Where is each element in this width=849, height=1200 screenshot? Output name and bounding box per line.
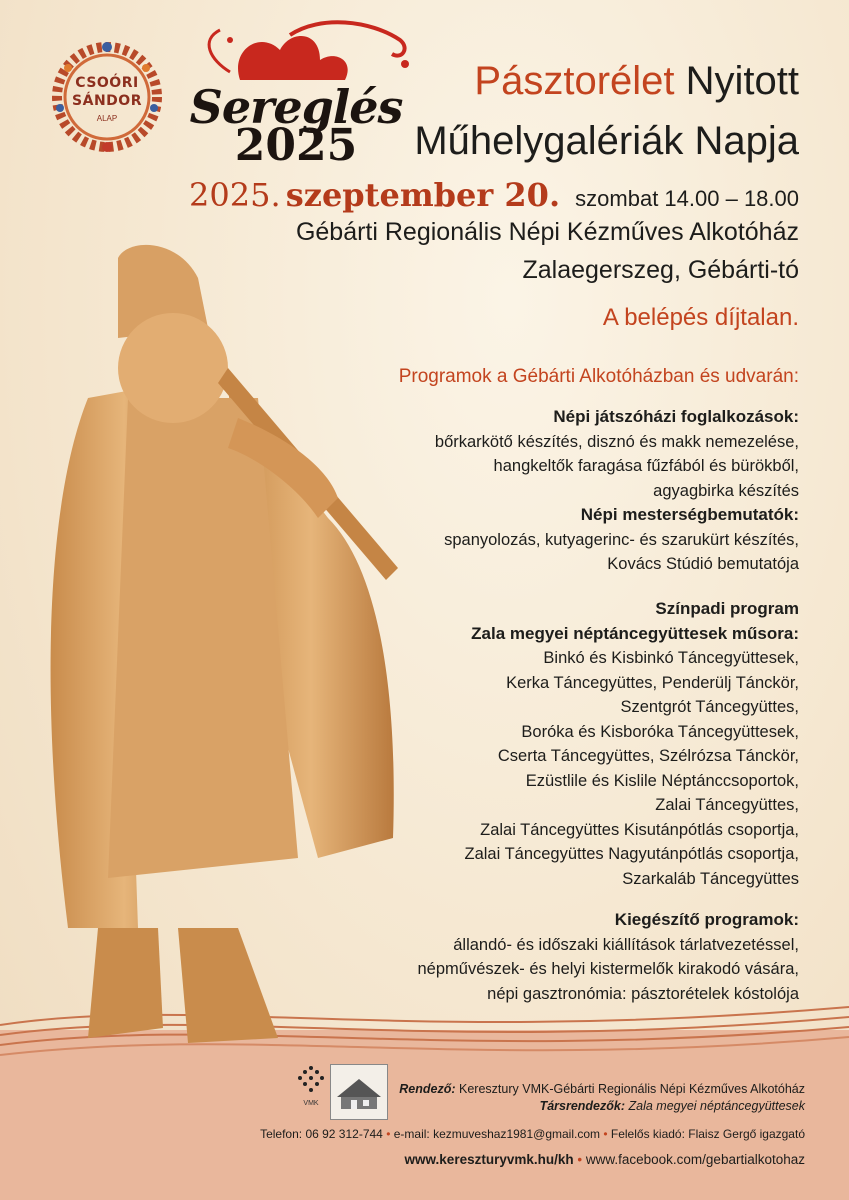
section-line: spanyolozás, kutyagerinc- és szarukürt készítés, (444, 530, 799, 549)
free-entry-note: A belépés díjtalan. (602, 304, 799, 331)
program-section-stage (465, 597, 799, 891)
logo-text-line1: CSOÓRI (75, 75, 139, 91)
program-section-extra (418, 908, 800, 1006)
alkotohaz-logo (330, 1064, 388, 1120)
facebook-link[interactable]: www.facebook.com/gebartialkotohaz (585, 1152, 805, 1167)
event-time: szombat 14.00 – 18.00 (575, 186, 799, 211)
section-subtitle: Zala megyei néptáncegyüttesek műsora: (471, 623, 799, 643)
email-link[interactable]: e-mail: kezmuveshaz1981@gmail.com (393, 1127, 600, 1141)
website-link[interactable]: www.kereszturyvmk.hu/kh (404, 1152, 574, 1167)
logo-event-year: 2025 (234, 120, 358, 171)
program-heading: Programok a Gébárti Alkotóházban és udvarán: (398, 366, 799, 387)
logo-event-word: Sereglés (189, 80, 403, 134)
section-line: Szarkaláb Táncegyüttes (622, 869, 799, 888)
co-organizer: Zala megyei néptáncegyüttesek (628, 1099, 805, 1113)
date-year: 2025. (189, 176, 281, 214)
organizer-label: Rendező: (399, 1082, 456, 1096)
section-title: Színpadi program (655, 599, 799, 618)
section-line: hangkeltők faragása fűzfából és bürökből, (493, 457, 799, 475)
contact-line: Telefon: 06 92 312-744 • e-mail: kezmuveshaz1981@gmail.com • Felelős kiadó: Flaisz Gergő igazgató (260, 1127, 805, 1141)
csoori-sandor-alap-logo (48, 38, 166, 156)
section-title: Népi játszóházi foglalkozások: (553, 407, 799, 426)
organizers (399, 1081, 805, 1115)
section-title: Népi mesterségbemutatók: (580, 505, 799, 524)
section-line: Ezüstlile és Kislile Néptánccsoportok, (525, 771, 799, 790)
section-line: Szentgrót Táncegyüttes, (620, 698, 799, 716)
publisher: Felelős kiadó: Flaisz Gergő igazgató (610, 1127, 805, 1141)
event-date (189, 176, 799, 214)
program-section-playhouse (435, 405, 799, 577)
section-title: Kiegészítő programok: (614, 910, 799, 929)
sereglés-logo (170, 20, 420, 170)
section-line: agyagbirka készítés (653, 481, 799, 500)
co-organizer-label: Társrendezők: (539, 1099, 626, 1113)
vmk-label: VMK (303, 1100, 319, 1107)
wooden-shepherd-statue-image (28, 238, 408, 1058)
logo-text-line2: SÁNDOR (72, 93, 142, 109)
section-line: népi gasztronómia: pásztorételek kóstolója (487, 984, 799, 1003)
section-line: Binkó és Kisbinkó Táncegyüttesek, (543, 649, 799, 667)
web-links: www.kereszturyvmk.hu/kh • www.facebook.com/gebartialkotohaz (404, 1152, 805, 1167)
section-line: Zalai Táncegyüttes Nagyutánpótlás csoportja, (464, 845, 799, 863)
title-rest: Nyitott (685, 59, 799, 103)
section-line: Kerka Táncegyüttes, Penderülj Tánckör, (506, 673, 799, 692)
section-line: Cserta Táncegyüttes, Szélrózsa Tánckör, (497, 747, 799, 765)
date-day: szeptember 20. (285, 176, 561, 214)
venue-location: Zalaegerszeg, Gébárti-tó (522, 256, 799, 284)
venue-name: Gébárti Regionális Népi Kézműves Alkotóház (295, 218, 799, 246)
section-line: Zalai Táncegyüttes, (655, 796, 799, 814)
section-line: népművészek- és helyi kistermelők kirakodó vására, (417, 960, 799, 978)
title-accent: Pásztorélet (474, 59, 675, 103)
organizer: Keresztury VMK-Gébárti Regionális Népi Kézműves Alkotóház (459, 1082, 805, 1096)
section-line: Zalai Táncegyüttes Kisutánpótlás csoportja, (480, 820, 799, 839)
logo-text-line3: ALAP (96, 114, 118, 123)
section-line: Boróka és Kisboróka Táncegyüttesek, (521, 722, 799, 741)
page-title-line1 (474, 58, 799, 104)
section-line: Kovács Stúdió bemutatója (607, 555, 799, 573)
phone: Telefon: 06 92 312-744 (260, 1127, 383, 1141)
section-line: állandó- és időszaki kiállítások tárlatvezetéssel, (453, 935, 799, 954)
section-line: bőrkarkötő készítés, disznó és makk nemezelése, (434, 432, 799, 451)
page-title-line2: Műhelygalériák Napja (414, 119, 799, 163)
